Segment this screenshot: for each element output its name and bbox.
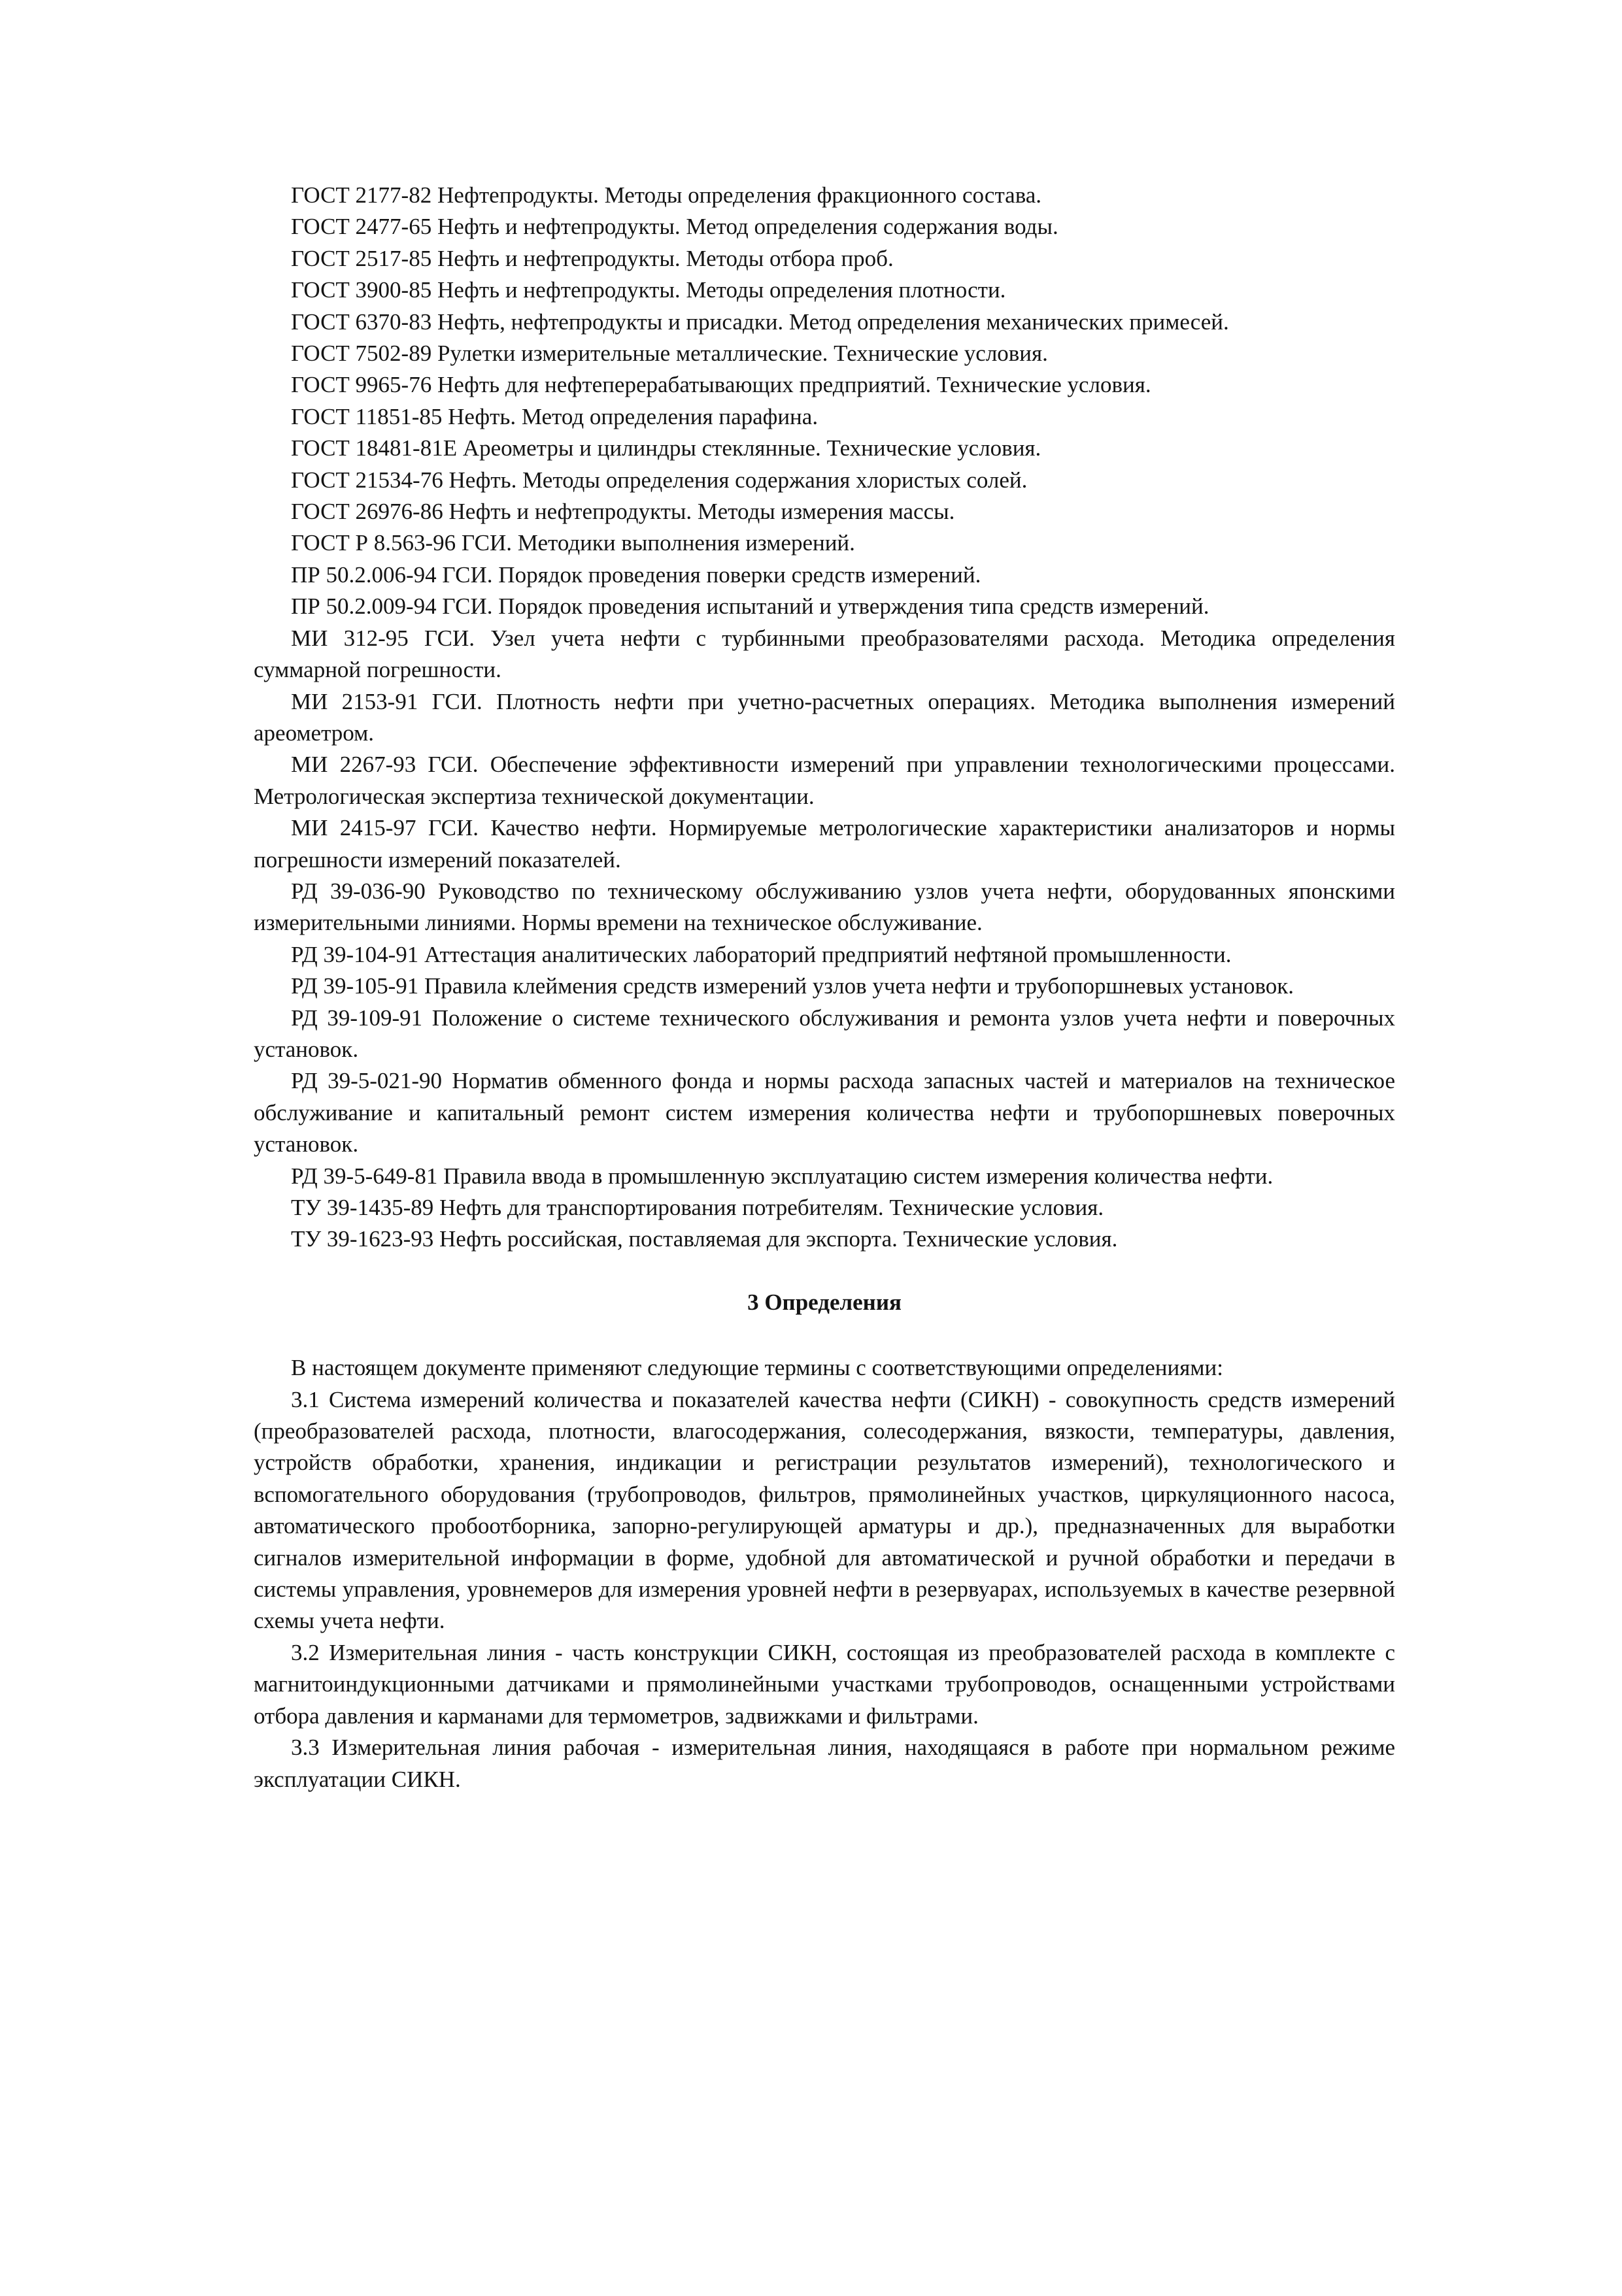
reference-item: ГОСТ 2177-82 Нефтепродукты. Методы определения фракционного состава. (291, 182, 1042, 208)
reference-item: ГОСТ 3900-85 Нефть и нефтепродукты. Методы определения плотности. (291, 277, 1006, 303)
reference-item: ПР 50.2.006-94 ГСИ. Порядок проведения поверки средств измерений. (291, 561, 981, 588)
definition-item: 3.3 Измерительная линия рабочая - измерительная линия, находящаяся в работе при нормальном режиме эксплуатации СИКН. (254, 1735, 1395, 1792)
reference-item: ГОСТ 11851-85 Нефть. Метод определения парафина. (291, 403, 819, 429)
reference-item: ГОСТ 7502-89 Рулетки измерительные металлические. Технические условия. (291, 341, 1048, 367)
document-page (254, 180, 1395, 1795)
reference-item: МИ 312-95 ГСИ. Узел учета нефти с турбинными преобразователями расхода. Методика определения суммарной погрешности. (254, 625, 1395, 683)
definition-item: 3.2 Измерительная линия - часть конструкции СИКН, состоящая из преобразователей расхода в комплекте с магнитоиндукционными датчиками и прямолинейными участками трубопроводов, оснащенными устройствами отбора давления и карманами для термометров, задвижками и фильтрами. (254, 1639, 1395, 1729)
section-intro: В настоящем документе применяют следующие термины с соответствующими определениями: (291, 1355, 1223, 1381)
reference-item: ТУ 39-1623-93 Нефть российская, поставляемая для экспорта. Технические условия. (291, 1226, 1118, 1252)
reference-item: ГОСТ 2517-85 Нефть и нефтепродукты. Методы отбора проб. (291, 245, 894, 271)
reference-item: МИ 2267-93 ГСИ. Обеспечение эффективности измерений при управлении технологическими процессами. Метрологическая экспертиза технической документации. (254, 752, 1395, 809)
reference-item: РД 39-036-90 Руководство по техническому обслуживанию узлов учета нефти, оборудованных японскими измерительными линиями. Нормы времени на техническое обслуживание. (254, 878, 1395, 936)
reference-item: РД 39-109-91 Положение о системе технического обслуживания и ремонта узлов учета нефти и поверочных установок. (254, 1005, 1395, 1062)
reference-item: ГОСТ 26976-86 Нефть и нефтепродукты. Методы измерения массы. (291, 499, 955, 525)
reference-item: ГОСТ 18481-81Е Ареометры и цилиндры стеклянные. Технические условия. (291, 435, 1041, 461)
reference-item: РД 39-5-021-90 Норматив обменного фонда и нормы расхода запасных частей и материалов на техническое обслуживание и капитальный ремонт систем измерения количества нефти и трубопоршневых поверочных установок. (254, 1068, 1395, 1157)
reference-item: РД 39-104-91 Аттестация аналитических лабораторий предприятий нефтяной промышленности. (291, 941, 1232, 967)
section-title: 3 Определения (747, 1289, 902, 1315)
reference-item: ГОСТ Р 8.563-96 ГСИ. Методики выполнения измерений. (291, 530, 855, 556)
definition-item: 3.1 Система измерений количества и показателей качества нефти (СИКН) - совокупность средств измерений (преобразователей расхода, плотности, влагосодержания, солесодержания, вязкости, температуры, давления, устройств обработки, хранения, индикации и регистрации результатов измерений), технологического и вспомогательного оборудования (трубопроводов, фильтров, прямолинейных участков, циркуляционного насоса, автоматического пробоотборника, запорно-регулирующей арматуры и др.), предназначенных для выработки сигналов измерительной информации в форме, удобной для автоматической и ручной обработки и передачи в системы управления, уровнемеров для измерения уровней нефти в резервуарах, используемых в качестве резервной схемы учета нефти. (254, 1386, 1395, 1634)
reference-item: ГОСТ 21534-76 Нефть. Методы определения содержания хлористых солей. (291, 467, 1028, 493)
reference-item: ТУ 39-1435-89 Нефть для транспортирования потребителям. Технические условия. (291, 1195, 1104, 1220)
reference-item: РД 39-105-91 Правила клеймения средств измерений узлов учета нефти и трубопоршневых установок. (291, 973, 1294, 999)
reference-item: ГОСТ 6370-83 Нефть, нефтепродукты и присадки. Метод определения механических примесей. (291, 308, 1229, 335)
normative-references-list (254, 180, 1395, 1256)
reference-item: ПР 50.2.009-94 ГСИ. Порядок проведения испытаний и утверждения типа средств измерений. (291, 593, 1209, 620)
reference-item: МИ 2415-97 ГСИ. Качество нефти. Нормируемые метрологические характеристики анализаторов и нормы погрешности измерений показателей. (254, 815, 1395, 873)
reference-item: ГОСТ 2477-65 Нефть и нефтепродукты. Метод определения содержания воды. (291, 214, 1058, 240)
reference-item: РД 39-5-649-81 Правила ввода в промышленную эксплуатацию систем измерения количества нефти. (291, 1163, 1274, 1189)
reference-item: МИ 2153-91 ГСИ. Плотность нефти при учетно-расчетных операциях. Методика выполнения измерений ареометром. (254, 688, 1395, 746)
reference-item: ГОСТ 9965-76 Нефть для нефтеперерабатывающих предприятий. Технические условия. (291, 372, 1151, 398)
